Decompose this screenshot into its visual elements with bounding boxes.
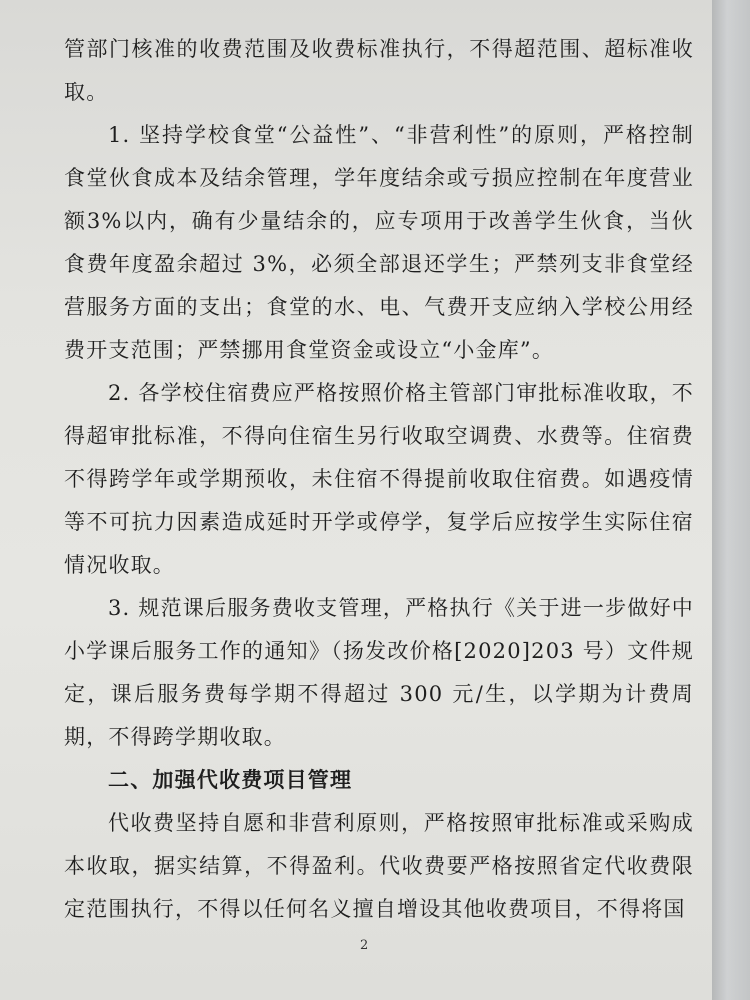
document-body [64, 28, 694, 931]
paragraph-continuation: 管部门核准的收费范围及收费标准执行，不得超范围、超标准收取。 [64, 37, 694, 104]
paragraph-item-3: 3. 规范课后服务费收支管理，严格执行《关于进一步做好中小学课后服务工作的通知》（扬发改价格[2020]203 号）文件规定，课后服务费每学期不得超过 300 元/生，以学期为计费周期，不得跨学期收取。 [64, 596, 694, 749]
paragraph-item-2: 2. 各学校住宿费应严格按照价格主管部门审批标准收取，不得超审批标准，不得向住宿生另行收取空调费、水费等。住宿费不得跨学年或学期预收，未住宿不得提前收取住宿费。如遇疫情等不可抗力因素造成延时开学或停学，复学后应按学生实际住宿情况收取。 [64, 381, 694, 577]
section-heading: 二、加强代收费项目管理 [108, 768, 353, 792]
paragraph-section-2-body: 代收费坚持自愿和非营利原则，严格按照审批标准或采购成本收取，据实结算，不得盈利。代收费要严格按照省定代收费限定范围执行，不得以任何名义擅自增设其他收费项目，不得将国 [64, 811, 694, 921]
page-number: 2 [360, 938, 369, 953]
paragraph-item-1: 1. 坚持学校食堂“公益性”、“非营利性”的原则，严格控制食堂伙食成本及结余管理，学年度结余或亏损应控制在年度营业额3%以内，确有少量结余的，应专项用于改善学生伙食，当伙食费年度盈余超过 3%，必须全部退还学生；严禁列支非食堂经营服务方面的支出；食堂的水、电、气费开支应纳入学校公用经费开支范围；严禁挪用食堂资金或设立“小金库”。 [64, 123, 694, 362]
page-edge-shadow [712, 0, 750, 1000]
